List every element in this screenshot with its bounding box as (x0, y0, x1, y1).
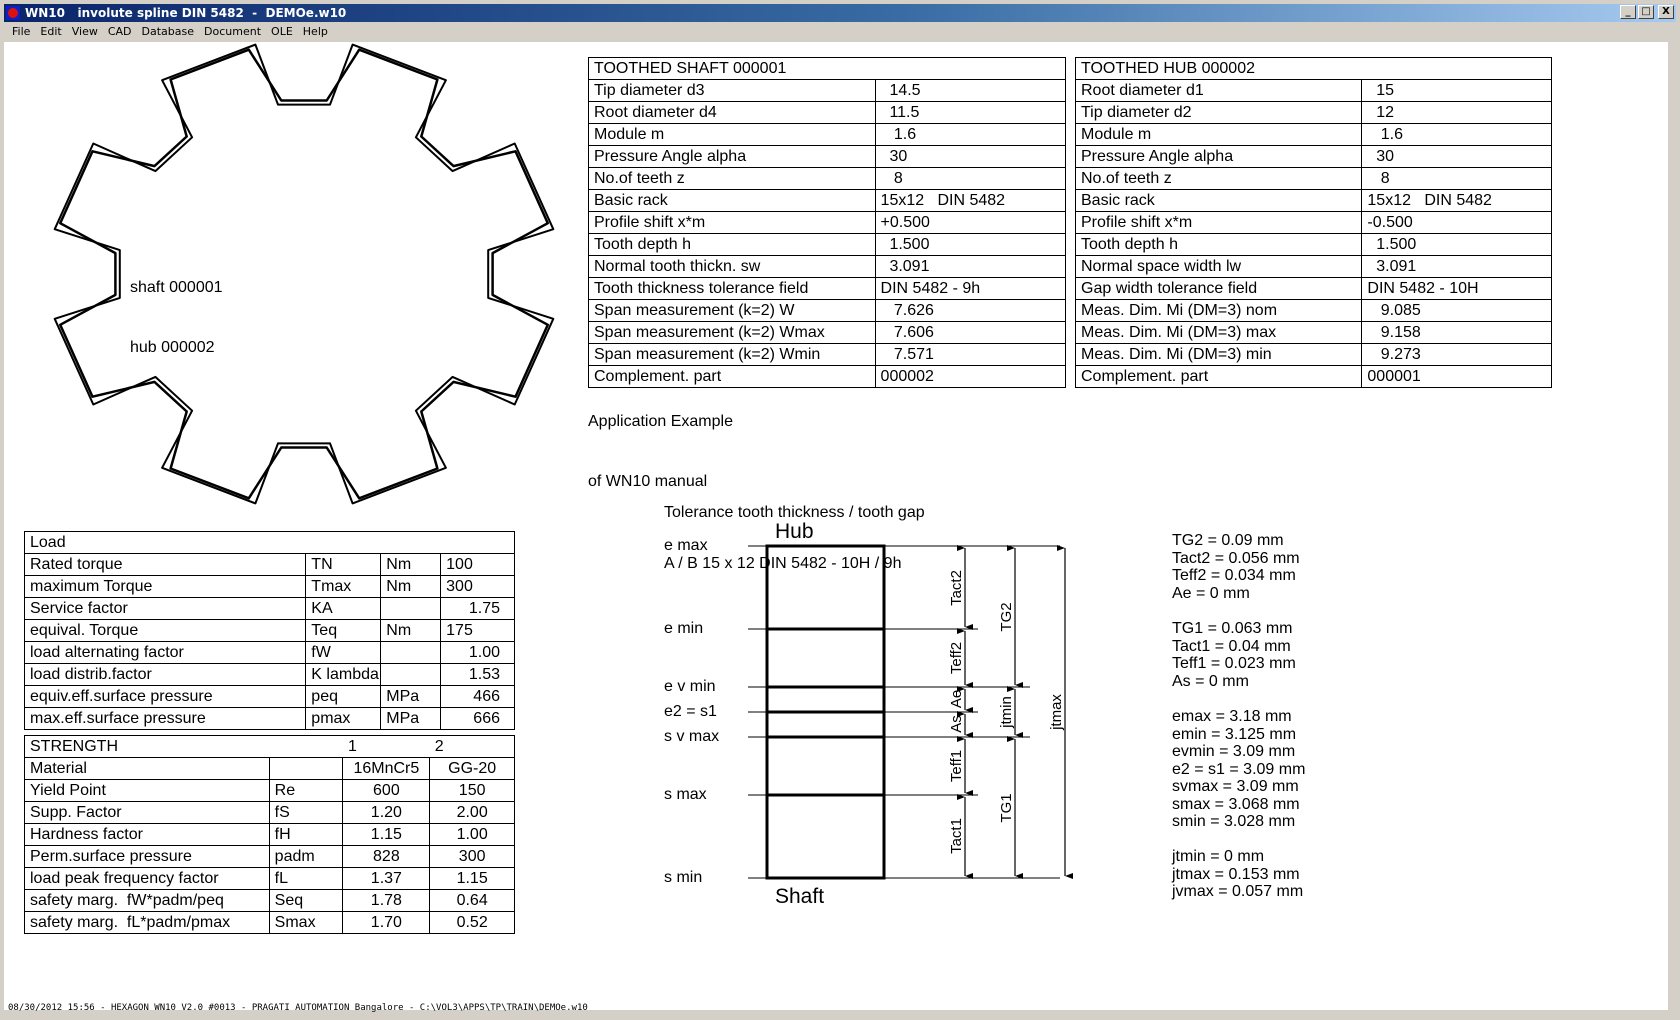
row-value: 175 (441, 620, 515, 642)
result-line: jtmax = 0.153 mm (1172, 865, 1300, 883)
menu-help[interactable]: Help (302, 25, 328, 38)
row-label: Tip diameter d3 (589, 80, 876, 102)
row-label: Profile shift x*m (1076, 212, 1362, 234)
dim-label-teff2: Teff2 (948, 641, 965, 675)
row-value: 15 (1362, 80, 1552, 102)
row-value: 1.6 (875, 124, 1065, 146)
row-label: Pressure Angle alpha (589, 146, 876, 168)
document-canvas[interactable] (4, 42, 1668, 1010)
load-table-title: Load (25, 532, 515, 554)
table-row (589, 168, 1066, 190)
table-row (25, 576, 515, 598)
row-label: Meas. Dim. Mi (DM=3) max (1076, 322, 1362, 344)
row-value-2: 1.00 (430, 824, 515, 846)
result-line: TG1 = 0.063 mm (1172, 620, 1293, 637)
dim-label-tact2: Tact2 (948, 570, 965, 606)
row-symbol: TN (306, 554, 381, 576)
row-symbol: K lambda (306, 664, 381, 686)
row-value-2: GG-20 (430, 758, 515, 780)
table-row (25, 686, 515, 708)
row-label: Complement. part (589, 366, 876, 388)
table-row (1076, 344, 1552, 366)
spline-profile-drawing (4, 42, 604, 542)
row-unit: MPa (381, 708, 441, 730)
row-value: 000002 (875, 366, 1065, 388)
row-value-1: 1.20 (343, 802, 430, 824)
row-value-2: 0.52 (430, 912, 515, 934)
row-symbol: KA (306, 598, 381, 620)
row-value: 30 (875, 146, 1065, 168)
row-label: Hardness factor (25, 824, 270, 846)
row-value: DIN 5482 - 9h (875, 278, 1065, 300)
close-button[interactable]: X (1658, 5, 1674, 19)
row-value: 1.500 (1362, 234, 1552, 256)
row-value: -0.500 (1362, 212, 1552, 234)
menu-document[interactable]: Document (204, 25, 262, 38)
row-symbol: fH (269, 824, 343, 846)
table-row (589, 278, 1066, 300)
row-label: Basic rack (1076, 190, 1362, 212)
row-unit (381, 664, 441, 686)
table-row (25, 620, 515, 642)
result-line: As = 0 mm (1172, 672, 1249, 690)
dim-label-ae: Ae (948, 689, 965, 709)
row-symbol (269, 758, 343, 780)
row-value: 15x12 DIN 5482 (875, 190, 1065, 212)
hub-table (1075, 57, 1552, 388)
results-group-dimensions (1172, 708, 1305, 831)
shaft-table-title: TOOTHED SHAFT 000001 (589, 58, 1066, 80)
table-row (1076, 190, 1552, 212)
row-value: 11.5 (875, 102, 1065, 124)
row-symbol: padm (269, 846, 343, 868)
table-row (1076, 300, 1552, 322)
row-label: Span measurement (k=2) Wmax (589, 322, 876, 344)
row-label: Module m (589, 124, 876, 146)
drawing-label-shaft: shaft 000001 (130, 279, 223, 296)
table-row (1076, 366, 1552, 388)
table-row (25, 598, 515, 620)
app-logo-icon (6, 6, 20, 20)
row-value: 7.606 (875, 322, 1065, 344)
row-label: Material (25, 758, 270, 780)
result-line: Ae = 0 mm (1172, 584, 1250, 602)
row-symbol: Smax (269, 912, 343, 934)
table-row (25, 664, 515, 686)
table-row (1076, 146, 1552, 168)
row-label: No.of teeth z (589, 168, 876, 190)
table-row (25, 846, 515, 868)
level-emin: e min (664, 620, 704, 637)
table-row (589, 300, 1066, 322)
result-line: Teff1 = 0.023 mm (1172, 655, 1296, 672)
table-row (589, 146, 1066, 168)
row-value: 30 (1362, 146, 1552, 168)
row-label: Profile shift x*m (589, 212, 876, 234)
table-row (589, 212, 1066, 234)
row-label: Root diameter d1 (1076, 80, 1362, 102)
row-symbol: fL (269, 868, 343, 890)
level-smax: s max (664, 786, 707, 803)
row-value: 9.273 (1362, 344, 1552, 366)
row-value: 12 (1362, 102, 1552, 124)
maximize-button[interactable]: □ (1638, 5, 1654, 19)
row-value: 9.158 (1362, 322, 1552, 344)
table-row (25, 758, 515, 780)
result-line: Tact2 = 0.056 mm (1172, 549, 1300, 567)
row-label: Module m (1076, 124, 1362, 146)
table-row (25, 802, 515, 824)
row-label: safety marg. fW*padm/peq (25, 890, 270, 912)
table-row (1076, 322, 1552, 344)
row-symbol: Tmax (306, 576, 381, 598)
dim-label-tg1: TG1 (998, 793, 1015, 823)
minimize-button[interactable]: _ (1620, 5, 1636, 19)
application-note-line1: Application Example (588, 413, 733, 430)
row-value: 466 (441, 686, 515, 708)
hub-table-title: TOOTHED HUB 000002 (1076, 58, 1552, 80)
row-value: 9.085 (1362, 300, 1552, 322)
result-line: jvmax = 0.057 mm (1172, 883, 1304, 900)
row-label: Span measurement (k=2) Wmin (589, 344, 876, 366)
row-label: max.eff.surface pressure (25, 708, 306, 730)
row-value-1: 16MnCr5 (343, 758, 430, 780)
row-value-1: 1.15 (343, 824, 430, 846)
table-row (589, 234, 1066, 256)
row-value: 15x12 DIN 5482 (1362, 190, 1552, 212)
level-e2-s1: e2 = s1 (664, 703, 717, 720)
menu-ole[interactable]: OLE (271, 25, 293, 38)
result-line: Tact1 = 0.04 mm (1172, 637, 1291, 655)
dim-label-teff1: Teff1 (948, 749, 965, 783)
menu-database[interactable]: Database (141, 25, 195, 38)
drawing-label-hub: hub 000002 (130, 339, 215, 356)
menu-bar (4, 22, 334, 41)
row-label: Gap width tolerance field (1076, 278, 1362, 300)
results-group-hub (1172, 532, 1300, 602)
table-row (25, 890, 515, 912)
row-value-1: 1.78 (343, 890, 430, 912)
table-row (589, 124, 1066, 146)
row-unit (381, 642, 441, 664)
row-label: Basic rack (589, 190, 876, 212)
dim-label-tact1: Tact1 (948, 818, 965, 854)
row-label: Span measurement (k=2) W (589, 300, 876, 322)
menu-file[interactable]: File (12, 25, 31, 38)
dim-label-jtmax: jtmax (1048, 694, 1065, 730)
status-line: 08/30/2012 15:56 - HEXAGON WN10 V2.0 #0013 - PRAGATI AUTOMATION Bangalore - C:\VOL3\APPS\TP\TRAIN\DEMOe.w10 (8, 1003, 588, 1013)
row-symbol: peq (306, 686, 381, 708)
row-value: 14.5 (875, 80, 1065, 102)
row-label: Service factor (25, 598, 306, 620)
row-value: 1.75 (441, 598, 515, 620)
table-row (1076, 168, 1552, 190)
table-row (589, 80, 1066, 102)
row-symbol: fS (269, 802, 343, 824)
menu-cad[interactable]: CAD (107, 25, 132, 38)
result-line: smin = 3.028 mm (1172, 813, 1296, 830)
table-row (25, 868, 515, 890)
table-row (1076, 124, 1552, 146)
row-value: 1.6 (1362, 124, 1552, 146)
result-line: TG2 = 0.09 mm (1172, 532, 1284, 549)
shaft-table (588, 57, 1066, 388)
table-row (1076, 80, 1552, 102)
row-value: 7.626 (875, 300, 1065, 322)
row-unit: Nm (381, 576, 441, 598)
level-smin: s min (664, 869, 703, 886)
row-value: 100 (441, 554, 515, 576)
result-line: evmin = 3.09 mm (1172, 743, 1296, 760)
row-label: Meas. Dim. Mi (DM=3) nom (1076, 300, 1362, 322)
table-row (589, 322, 1066, 344)
row-value: DIN 5482 - 10H (1362, 278, 1552, 300)
level-emax: e max (664, 537, 708, 554)
row-label: Rated torque (25, 554, 306, 576)
result-line: svmax = 3.09 mm (1172, 778, 1299, 795)
row-value: 1.500 (875, 234, 1065, 256)
table-row (1076, 212, 1552, 234)
dim-label-jtmin: jtmin (998, 696, 1015, 728)
row-label: Pressure Angle alpha (1076, 146, 1362, 168)
row-unit: Nm (381, 620, 441, 642)
strength-col2-header: 2 (430, 736, 515, 758)
row-unit (381, 598, 441, 620)
row-symbol: Re (269, 780, 343, 802)
shaft-label: Shaft (775, 885, 825, 908)
hub-label: Hub (775, 520, 814, 543)
row-value: 000001 (1362, 366, 1552, 388)
row-value: 666 (441, 708, 515, 730)
row-value-1: 1.37 (343, 868, 430, 890)
table-row (1076, 278, 1552, 300)
row-label: Normal space width lw (1076, 256, 1362, 278)
title-bar[interactable] (4, 4, 1676, 22)
row-symbol: Teq (306, 620, 381, 642)
result-line: jtmin = 0 mm (1172, 848, 1265, 865)
result-line: Teff2 = 0.034 mm (1172, 567, 1296, 584)
row-value-1: 600 (343, 780, 430, 802)
strength-table (24, 735, 515, 934)
table-row (589, 102, 1066, 124)
table-row (25, 642, 515, 664)
dim-label-as: As (948, 715, 965, 733)
row-value: 3.091 (875, 256, 1065, 278)
row-value-1: 828 (343, 846, 430, 868)
row-value-2: 1.15 (430, 868, 515, 890)
result-line: emin = 3.125 mm (1172, 725, 1297, 743)
row-symbol: Seq (269, 890, 343, 912)
row-value: 8 (875, 168, 1065, 190)
row-value-2: 150 (430, 780, 515, 802)
row-value: 3.091 (1362, 256, 1552, 278)
tolerance-title-line1: Tolerance tooth thickness / tooth gap (664, 504, 925, 521)
row-label: Meas. Dim. Mi (DM=3) min (1076, 344, 1362, 366)
row-symbol: fW (306, 642, 381, 664)
table-row (589, 190, 1066, 212)
row-value: 7.571 (875, 344, 1065, 366)
application-note-line2: of WN10 manual (588, 473, 708, 490)
table-row (1076, 102, 1552, 124)
row-label: Yield Point (25, 780, 270, 802)
row-value-2: 2.00 (430, 802, 515, 824)
row-value: 1.53 (441, 664, 515, 686)
window-title: WN10 involute spline DIN 5482 - DEMOe.w10 (25, 6, 347, 20)
row-label: load distrib.factor (25, 664, 306, 686)
row-value-2: 0.64 (430, 890, 515, 912)
row-label: equiv.eff.surface pressure (25, 686, 306, 708)
table-row (25, 708, 515, 730)
level-evmin: e v min (664, 678, 716, 695)
row-label: Tip diameter d2 (1076, 102, 1362, 124)
row-label: maximum Torque (25, 576, 306, 598)
table-row (1076, 256, 1552, 278)
row-label: Tooth thickness tolerance field (589, 278, 876, 300)
row-label: Root diameter d4 (589, 102, 876, 124)
row-unit: Nm (381, 554, 441, 576)
row-value-1: 1.70 (343, 912, 430, 934)
row-value-2: 300 (430, 846, 515, 868)
row-label: load peak frequency factor (25, 868, 270, 890)
row-label: Complement. part (1076, 366, 1362, 388)
table-row (25, 780, 515, 802)
row-value: 1.00 (441, 642, 515, 664)
table-row (25, 554, 515, 576)
menu-edit[interactable]: Edit (40, 25, 62, 38)
menu-view[interactable]: View (71, 25, 98, 38)
result-line: emax = 3.18 mm (1172, 708, 1292, 725)
table-row (25, 824, 515, 846)
row-label: Tooth depth h (589, 234, 876, 256)
row-value: +0.500 (875, 212, 1065, 234)
table-row (25, 912, 515, 934)
result-line: smax = 3.068 mm (1172, 795, 1300, 813)
row-label: Tooth depth h (1076, 234, 1362, 256)
table-row (589, 344, 1066, 366)
row-label: Supp. Factor (25, 802, 270, 824)
row-label: No.of teeth z (1076, 168, 1362, 190)
result-line: e2 = s1 = 3.09 mm (1172, 760, 1306, 778)
strength-table-title: STRENGTH (25, 736, 343, 758)
window-controls (1620, 5, 1674, 19)
load-table (24, 531, 515, 730)
row-label: safety marg. fL*padm/pmax (25, 912, 270, 934)
row-value: 300 (441, 576, 515, 598)
tolerance-title-line2: A / B 15 x 12 DIN 5482 - 10H / 9h (664, 555, 902, 572)
row-symbol: pmax (306, 708, 381, 730)
drawing-label (130, 238, 223, 398)
results-group-clearance (1172, 848, 1303, 901)
row-value: 8 (1362, 168, 1552, 190)
row-label: load alternating factor (25, 642, 306, 664)
results-group-shaft (1172, 620, 1296, 690)
dim-label-tg2: TG2 (998, 602, 1015, 632)
row-label: equival. Torque (25, 620, 306, 642)
strength-col1-header: 1 (343, 736, 430, 758)
row-unit: MPa (381, 686, 441, 708)
level-svmax: s v max (664, 728, 720, 745)
table-row (589, 256, 1066, 278)
row-label: Perm.surface pressure (25, 846, 270, 868)
table-row (1076, 234, 1552, 256)
row-label: Normal tooth thickn. sw (589, 256, 876, 278)
